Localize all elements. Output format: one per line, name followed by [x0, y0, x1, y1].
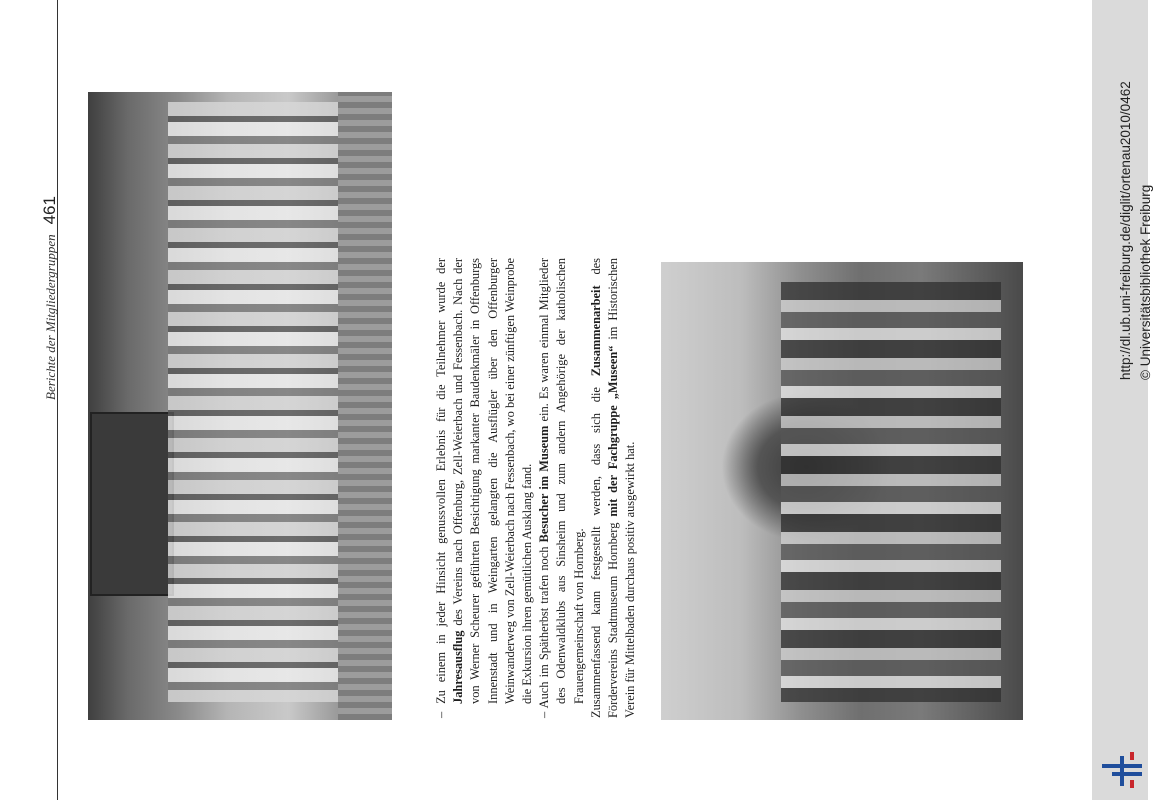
photo-group-people — [168, 102, 338, 702]
text-span: des Fördervereins Stadtmuseum Hornberg — [588, 258, 621, 718]
logo-bar — [1120, 756, 1124, 786]
bold-text: Zusammenarbeit — [588, 285, 603, 377]
photo-door — [90, 412, 174, 596]
text-span: im Historischen Verein für Mittelbaden durchaus positiv ausgewirkt hat. — [606, 257, 638, 718]
logo-accent — [1130, 752, 1134, 760]
text-span: Zusammenfassend kann festgestellt werden, dass sich die — [588, 376, 603, 718]
logo-accent — [1130, 780, 1134, 788]
bold-text: Besucher im Museum — [537, 425, 552, 543]
text-span: – Zu einem in jeder Hinsicht genussvollen Erlebnis für die Teilnehmer wurde der — [434, 258, 448, 718]
source-url-link[interactable]: http://dl.ub.uni-freiburg.de/diglit/ortenau2010/0462 — [1118, 81, 1133, 380]
paragraph-jahresausflug — [433, 258, 536, 718]
running-header-title: Berichte der Mitgliedergruppen — [43, 234, 58, 400]
text-span: – Auch im Spätherbst trafen noch — [537, 542, 552, 718]
logo-bar — [1112, 772, 1142, 776]
text-span: des Vereins nach Offenburg, Zell-Weierbach und Fessenbach. Nach der von Werner Scheurer geführten Besichtigung markanter Baudenkmäler in Offenburgs Innenstadt und in Weingarten gelangten die Ausflügler über den Offenburger Weinwanderweg von Zell-Weierbach nach Fessenbach, wo bei einer zünftigen Weinprobe die Exkursion ihren gemütlichen Ausklang fand. — [451, 258, 535, 704]
photo-group-people — [781, 282, 1001, 702]
group-photo-building — [88, 92, 392, 720]
bold-text: mit der Fachgruppe „Museen“ — [606, 345, 621, 517]
paragraph-zusammenfassung — [588, 258, 640, 718]
page-margin-rule — [57, 0, 58, 800]
bold-text: Jahresausflug — [451, 630, 466, 704]
ub-freiburg-logo-icon — [1100, 750, 1144, 790]
group-photo-outdoor — [661, 262, 1023, 720]
copyright-notice: © Universitätsbibliothek Freiburg — [1138, 184, 1153, 380]
photo-brick-pavement — [338, 92, 392, 720]
text-span: ein. Es waren einmal Mitglieder des Odenwaldklubs aus Sinsheim und zum andern Angehörige der katholischen Frauengemeinschaft von Hornberg. — [537, 258, 586, 704]
paragraph-besucher — [536, 258, 588, 718]
page-number: 461 — [40, 196, 59, 225]
